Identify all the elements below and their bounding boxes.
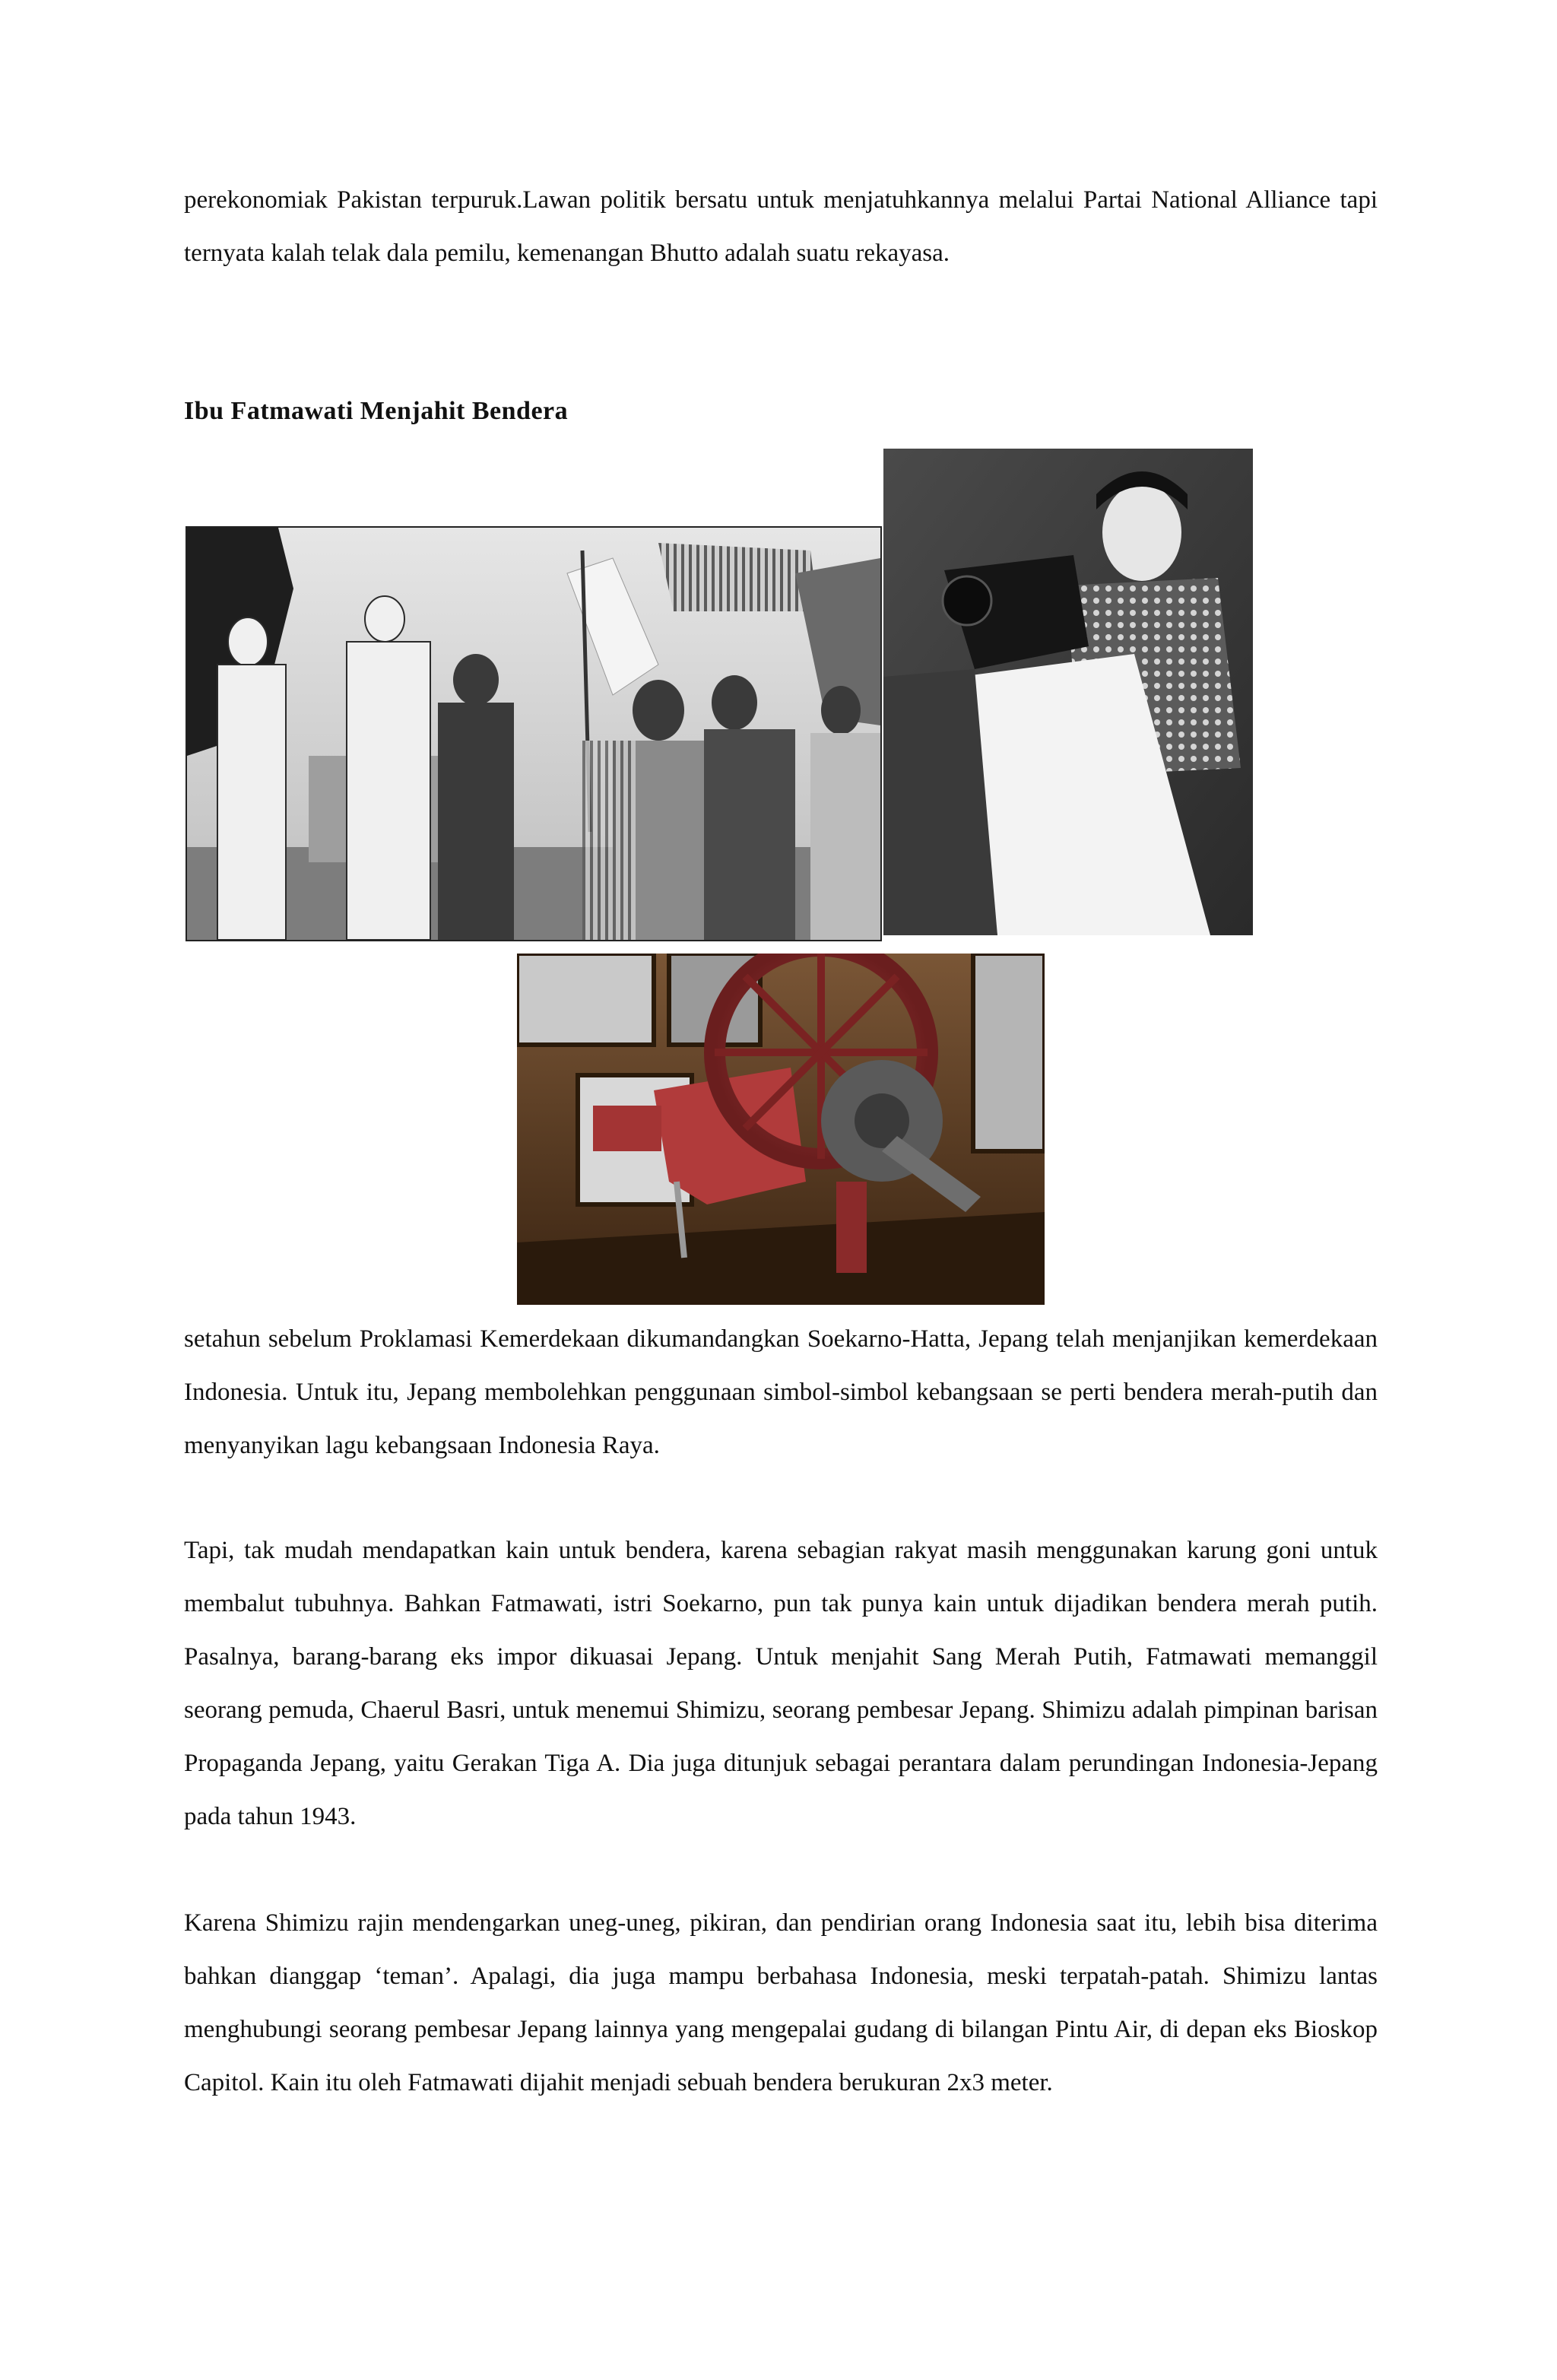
- intro-paragraph: perekonomiak Pakistan terpuruk.Lawan politik bersatu untuk menjatuhkannya melalui Partai National Alliance tapi ternyata kalah telak dala pemilu, kemenangan Bhutto adalah suatu rekayasa.: [184, 186, 1378, 267]
- fatmawati-sewing-photo: [883, 449, 1253, 935]
- body-paragraph-2: Tapi, tak mudah mendapatkan kain untuk bendera, karena sebagian rakyat masih menggunakan karung goni untuk membalut tubuhnya. Bahkan Fatmawati, istri Soekarno, pun tak punya kain untuk dijadikan bendera merah putih. Pasalnya, barang-barang eks impor dikuasai Jepang. Untuk menjahit Sang Merah Putih, Fatmawati memanggil seorang pemuda, Chaerul Basri, untuk menemui Shimizu, seorang pembesar Jepang. Shimizu adalah pimpinan barisan Propaganda Jepang, yaitu Gerakan Tiga A. Dia juga ditunjuk sebagai perantara dalam perundingan Indonesia-Jepang pada tahun 1943.: [184, 1537, 1378, 1830]
- body-paragraph-3: Karena Shimizu rajin mendengarkan uneg-uneg, pikiran, dan pendirian orang Indonesia saat itu, lebih bisa diterima bahkan dianggap ‘teman’. Apalagi, dia juga mampu berbahasa Indonesia, meski terpatah-patah. Shimizu lantas menghubungi seorang pembesar Jepang lainnya yang mengepalai gudang di bilangan Pintu Air, di depan eks Bioskop Capitol. Kain itu oleh Fatmawati dijahit menjadi sebuah bendera berukuran 2x3 meter.: [184, 1909, 1378, 2096]
- section-heading: Ibu Fatmawati Menjahit Bendera: [184, 397, 569, 425]
- sewing-machine-photo: [517, 954, 1045, 1305]
- body-paragraph-1: setahun sebelum Proklamasi Kemerdekaan dikumandangkan Soekarno-Hatta, Jepang telah menjanjikan kemerdekaan Indonesia. Untuk itu, Jepang membolehkan penggunaan simbol-simbol kebangsaan se perti bendera merah-putih dan menyanyikan lagu kebangsaan Indonesia Raya.: [184, 1325, 1378, 1459]
- flag-raising-photo: [186, 526, 882, 941]
